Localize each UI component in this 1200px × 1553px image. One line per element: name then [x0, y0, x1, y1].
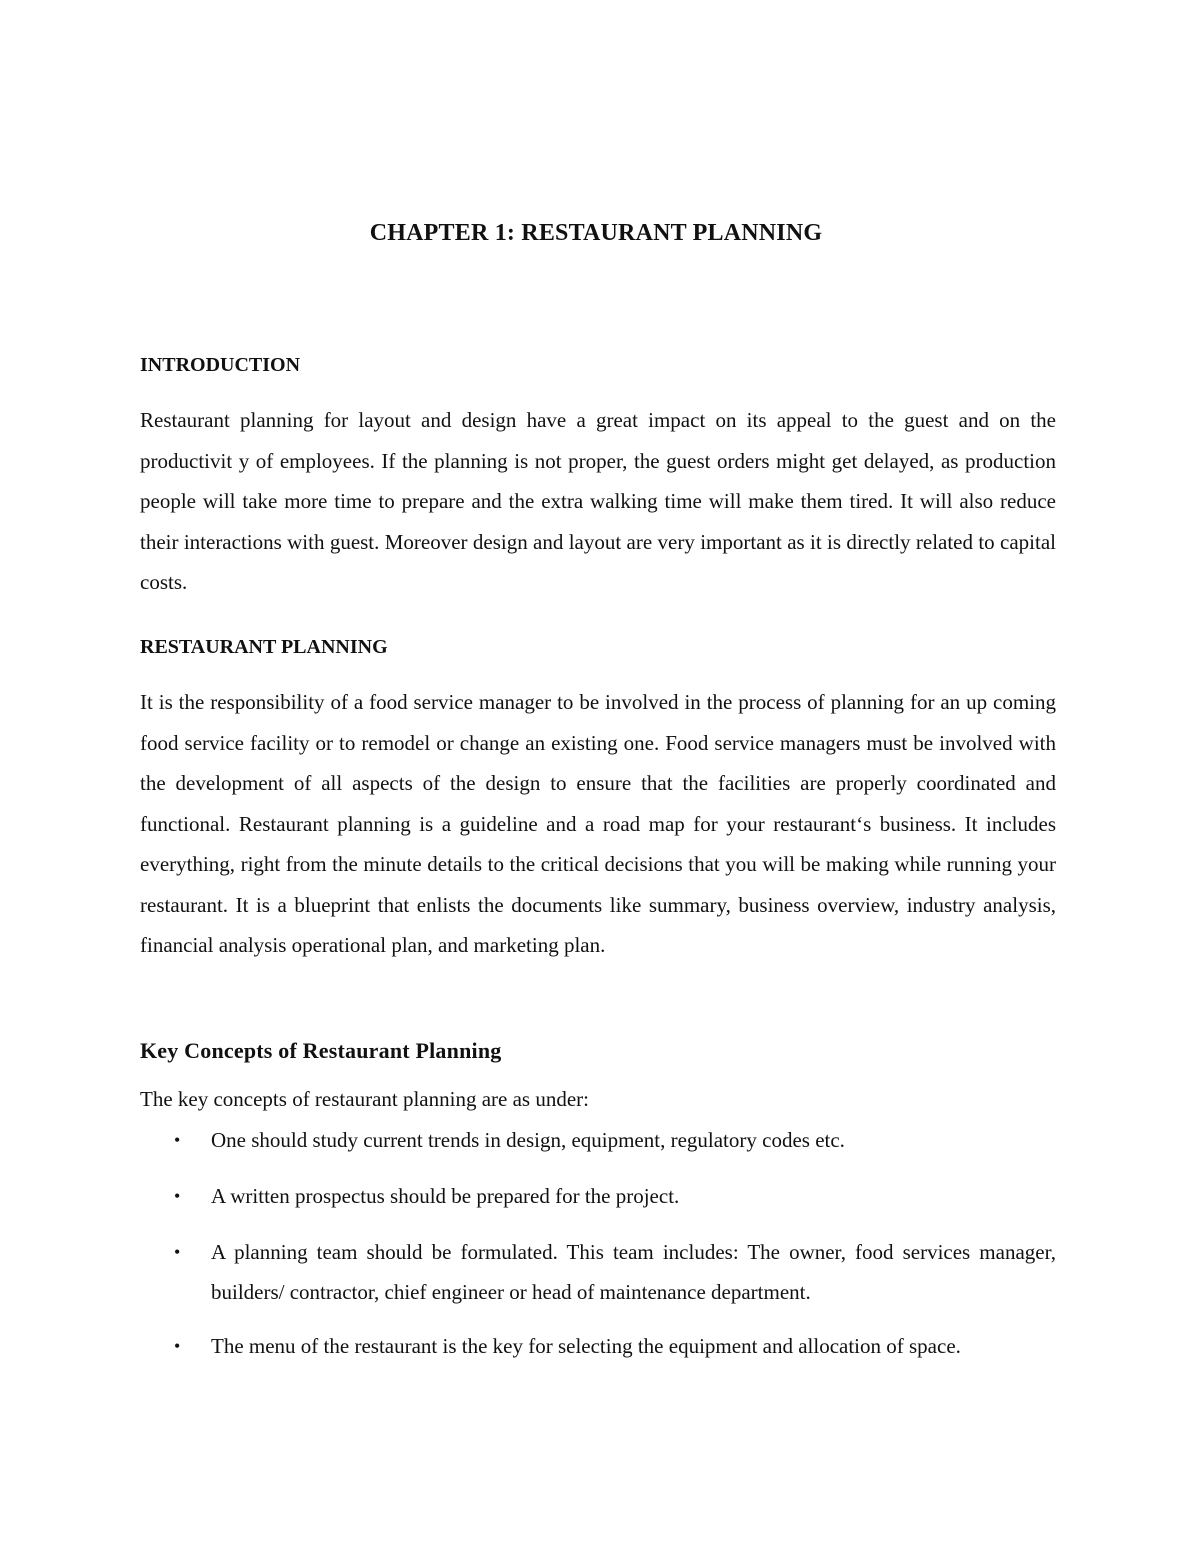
list-item-text: A written prospectus should be prepared for the project.: [211, 1184, 680, 1208]
list-item-text: One should study current trends in design, equipment, regulatory codes etc.: [211, 1128, 845, 1152]
key-concepts-intro: The key concepts of restaurant planning are as under:: [140, 1087, 589, 1111]
key-concepts-list: [140, 1120, 1056, 1366]
bullet-icon: •: [174, 1336, 181, 1356]
bullet-icon: •: [174, 1242, 181, 1262]
list-item: [140, 1176, 1056, 1216]
list-item-text: A planning team should be formulated. This team includes: The owner, food services manager, builders/ contractor, chief engineer or head of maintenance department.: [211, 1240, 1056, 1304]
restaurant-planning-paragraph: It is the responsibility of a food service manager to be involved in the process of planning for an up coming food service facility or to remodel or change an existing one. Food service managers must be involved with the development of all aspects of the design to ensure that the facilities are properly coordinated and functional. Restaurant planning is a guideline and a road map for your restaurant‘s business. It includes everything, right from the minute details to the critical decisions that you will be making while running your restaurant. It is a blueprint that enlists the documents like summary, business overview, industry analysis, financial analysis operational plan, and marketing plan.: [140, 690, 1056, 957]
section-heading-introduction: INTRODUCTION: [140, 354, 301, 376]
section-heading-restaurant-planning: RESTAURANT PLANNING: [140, 636, 388, 658]
list-item: [140, 1120, 1056, 1160]
list-item-text: The menu of the restaurant is the key for selecting the equipment and allocation of space.: [211, 1334, 961, 1358]
introduction-paragraph: Restaurant planning for layout and design have a great impact on its appeal to the guest and on the productivit y of employees. If the planning is not proper, the guest orders might get delayed, as production people will take more time to prepare and the extra walking time will make them tired. It will also reduce their interactions with guest. Moreover design and layout are very important as it is directly related to capital costs.: [140, 408, 1056, 594]
list-item: [140, 1326, 1056, 1366]
section-heading-key-concepts: Key Concepts of Restaurant Planning: [140, 1038, 502, 1063]
bullet-icon: •: [174, 1130, 181, 1150]
chapter-title: CHAPTER 1: RESTAURANT PLANNING: [369, 220, 823, 246]
list-item: [140, 1232, 1056, 1312]
bullet-icon: •: [174, 1186, 181, 1206]
